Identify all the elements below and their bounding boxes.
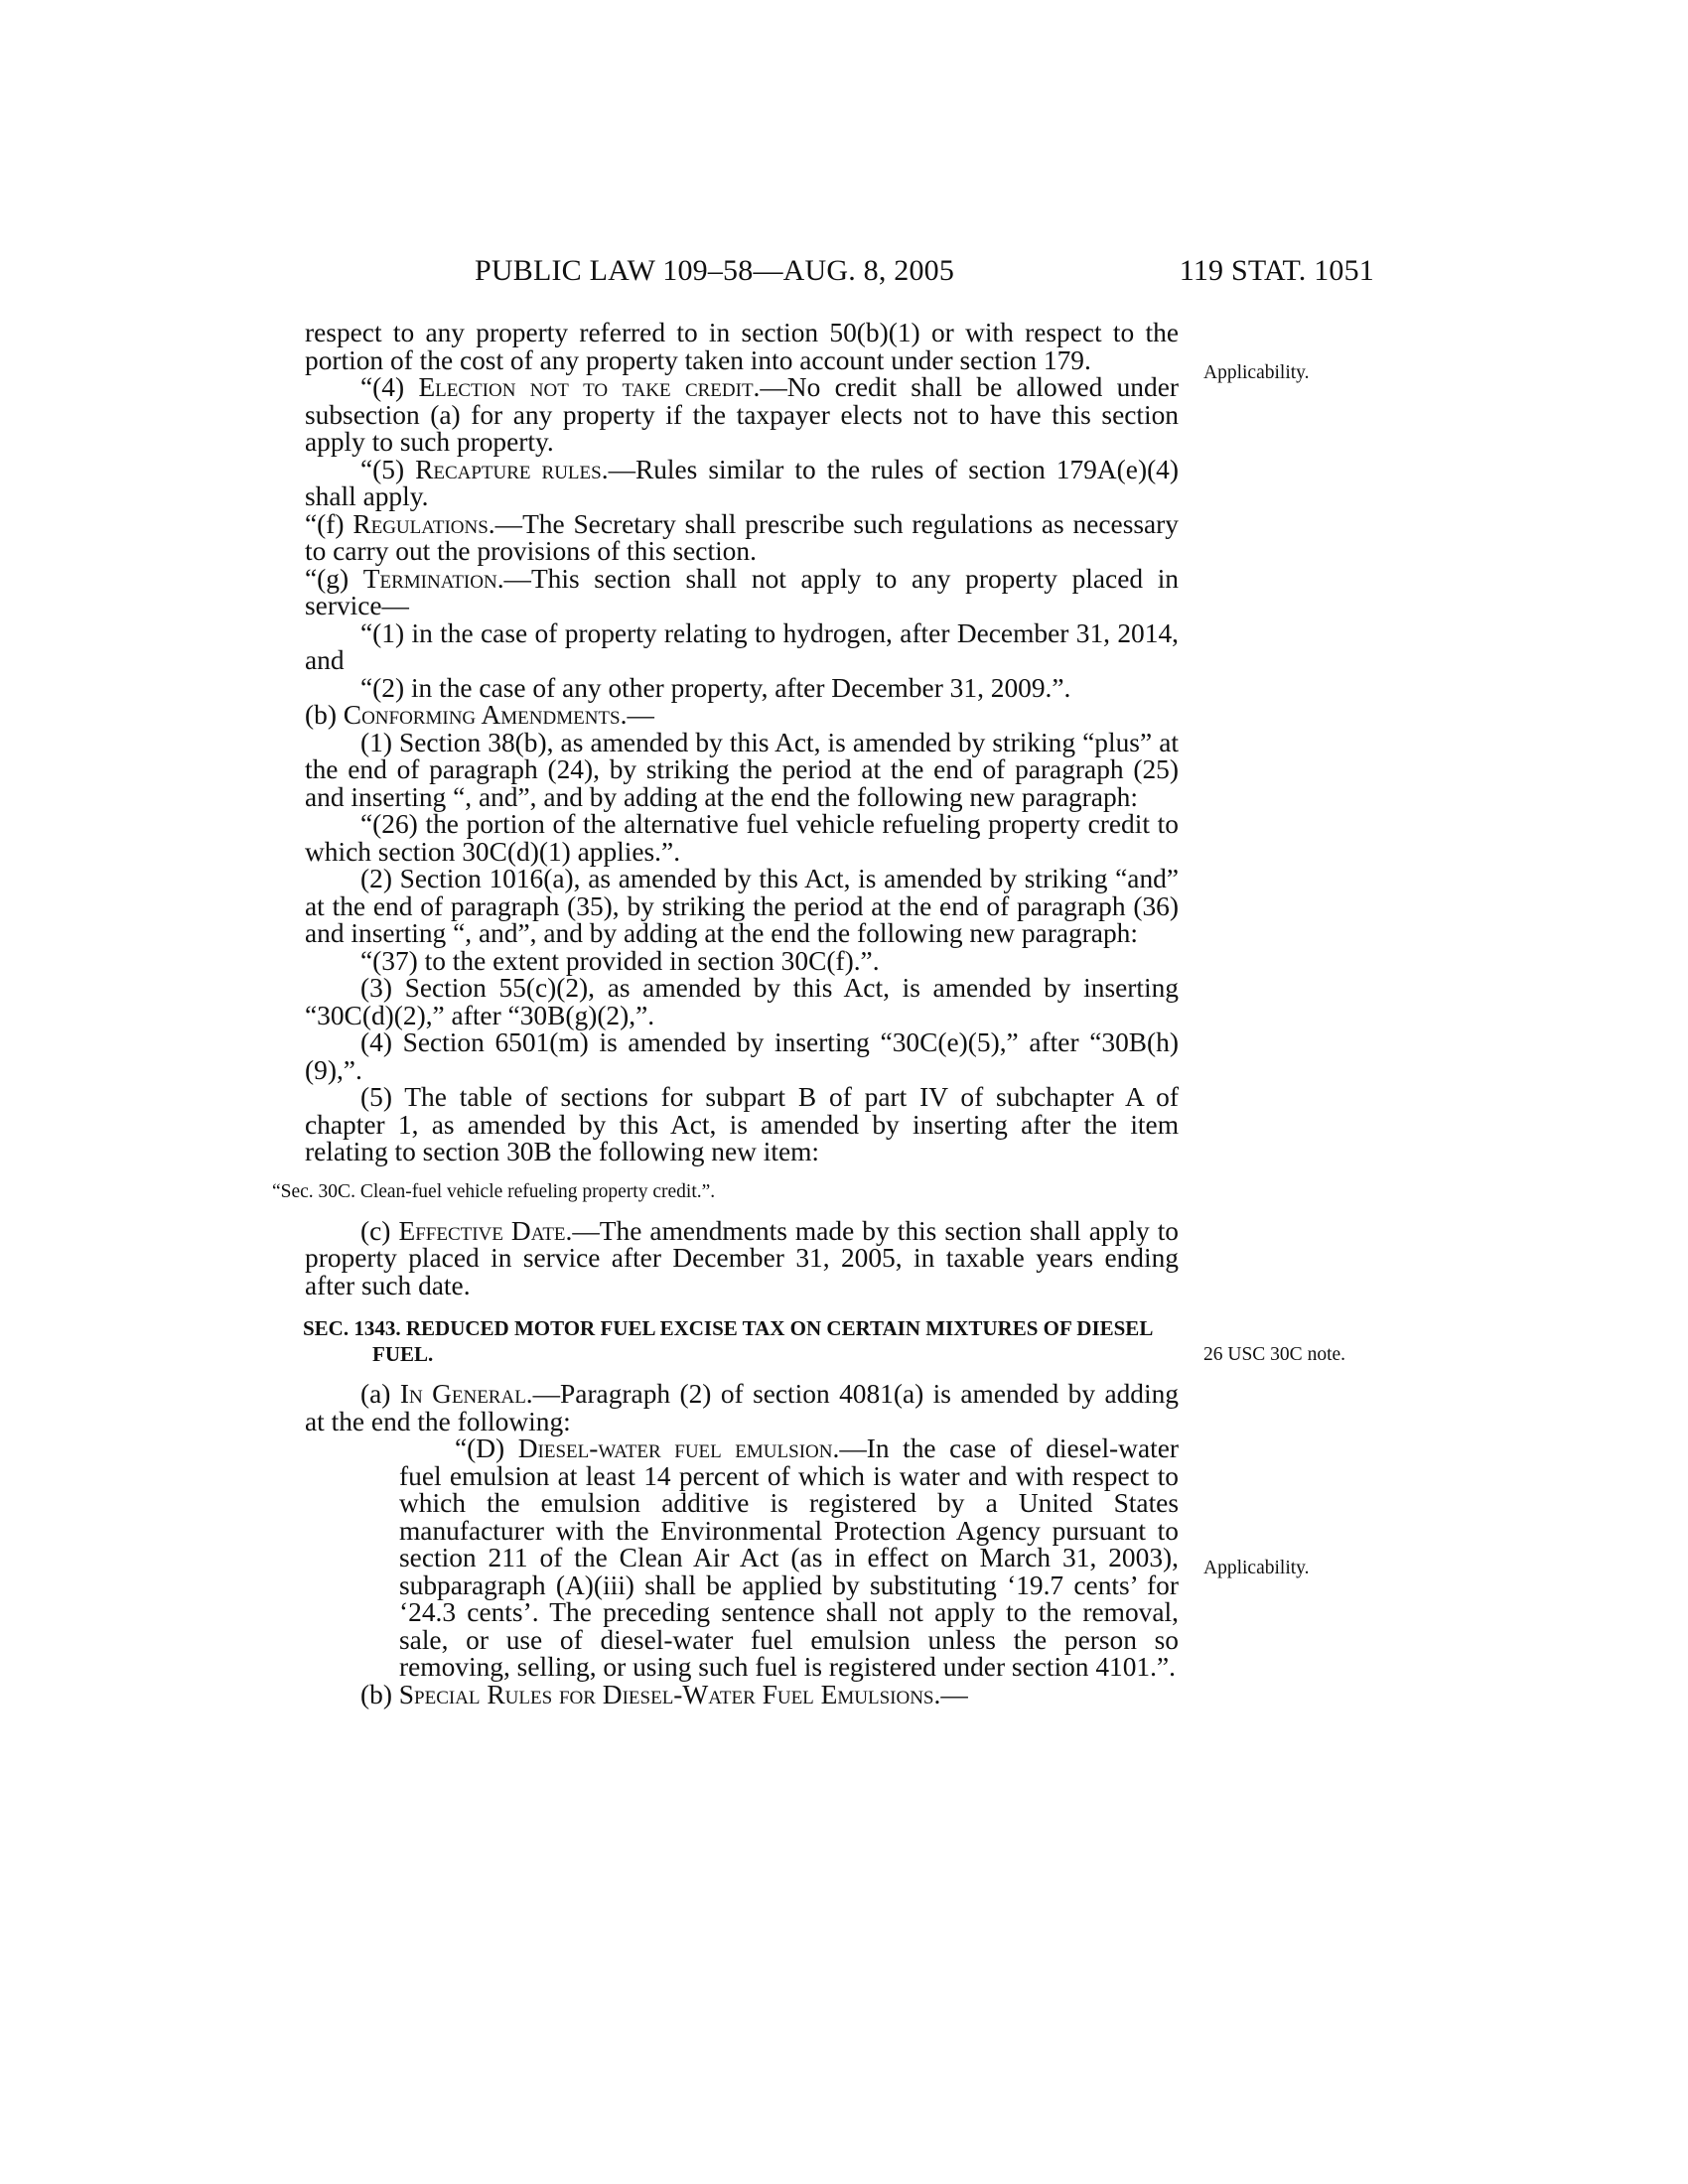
paragraph-b5: (5) The table of sections for subpart B of part IV of subchapter A of chapter 1, as amended by this Act, is amended by inserting after the item relating to section 30B the following new item: (305, 1082, 1179, 1166)
page-header (475, 254, 1374, 294)
statute-body (272, 318, 1180, 1709)
paragraph-g1: “(1) in the case of property relating to hydrogen, after December 31, 2014, and (305, 617, 1179, 675)
paragraph-e5-text: —Rules similar to the rules of section 179A(e)(4) shall apply. (305, 454, 1180, 511)
paragraph-e4-text: —No credit shall be allowed under subsection (a) for any property if the taxpayer elects not to have this section apply to such property. (305, 372, 1179, 457)
paragraph-b-prefix: (b) (305, 700, 344, 730)
paragraph-c-prefix: (c) (360, 1215, 399, 1246)
paragraph-d-heading: Diesel-water fuel emulsion. (517, 1433, 840, 1463)
margin-note-usc-citation: 26 USC 30C note. (1203, 1344, 1346, 1365)
paragraph-f-heading: Regulations. (352, 508, 495, 539)
paragraph-c-text: —The amendments made by this section shall apply to property placed in service after December 31, 2005, in taxable years ending after such date. (305, 1215, 1180, 1300)
margin-note-applicability-2: Applicability. (1203, 1558, 1310, 1578)
paragraph-b-heading: Conforming Amendments. (343, 700, 628, 730)
paragraph-g2: “(2) in the case of any other property, after December 31, 2009.”. (360, 672, 1071, 703)
paragraph-b4: (4) Section 6501(m) is amended by inserting “30C(e)(5),” after “30B(h)(9),”. (305, 1027, 1179, 1085)
paragraph-a-heading: In General. (399, 1379, 533, 1409)
section-heading: SEC. 1343. REDUCED MOTOR FUEL EXCISE TAX ON CERTAIN MIXTURES OF DIESEL FUEL. (303, 1316, 1153, 1366)
paragraph-f-prefix: “(f) (305, 508, 353, 539)
paragraph-d-prefix: “(D) (455, 1433, 518, 1463)
paragraph-f-text: —The Secretary shall prescribe such regulations as necessary to carry out the provisions of this section. (305, 508, 1179, 566)
paragraph-g-prefix: “(g) (305, 563, 363, 594)
paragraph-b-special-prefix: (b) (360, 1679, 399, 1709)
paragraph-a-prefix: (a) (360, 1379, 400, 1409)
paragraph-g-heading: Termination. (362, 563, 504, 594)
paragraph-b1-quote: “(26) the portion of the alternative fuel vehicle refueling property credit to which section 30C(d)(1) applies.”. (305, 809, 1179, 867)
paragraph-g (305, 563, 1179, 620)
paragraph-b-special-heading: Special Rules for Diesel-Water Fuel Emulsions. (398, 1679, 941, 1709)
paragraph-b-text: — (627, 700, 654, 730)
paragraph-e5-heading: Recapture rules. (415, 454, 609, 484)
paragraph-c (305, 1215, 1180, 1300)
paragraph-d-text: —In the case of diesel-water fuel emulsion at least 14 percent of which is water and with respect to which the emulsion additive is registered by a United States manufacturer with the Environmental Protection Agency pursuant to section 211 of the Clean Air Act (as in effect on March 31, 2003), subparagraph (A)(iii) shall be applied by substituting ‘19.7 cents’ for ‘24.3 cents’. The preceding sentence shall not apply to the removal, sale, or use of diesel-water fuel emulsion unless the person so removing, selling, or using such fuel is registered under section 4101.”. (399, 1433, 1180, 1682)
paragraph-e5 (305, 454, 1180, 511)
paragraph-e4-prefix: “(4) (360, 372, 419, 402)
paragraph-c-heading: Effective Date. (398, 1215, 573, 1246)
paragraph-b3: (3) Section 55(c)(2), as amended by this Act, is amended by inserting “30C(d)(2),” after “30B(g)(2),”. (305, 973, 1179, 1030)
table-of-sections-entry: “Sec. 30C. Clean-fuel vehicle refueling property credit.”. (272, 1180, 716, 1202)
paragraph-g-text: —This section shall not apply to any property placed in service— (305, 563, 1179, 620)
paragraph-e4-heading: Election not to take credit. (418, 372, 761, 402)
paragraph-b1: (1) Section 38(b), as amended by this Act, is amended by striking “plus” at the end of paragraph (24), by striking the period at the end of paragraph (25) and inserting “, and”, and by adding at the end the following new paragraph: (305, 727, 1179, 812)
paragraph-a (305, 1381, 1179, 1435)
paragraph-b (305, 702, 1179, 730)
paragraph-f (305, 508, 1179, 566)
paragraph-a-text: —Paragraph (2) of section 4081(a) is amended by adding at the end the following: (305, 1379, 1179, 1436)
paragraph-b2-quote: “(37) to the extent provided in section 30C(f).”. (360, 945, 880, 976)
running-head: PUBLIC LAW 109–58—AUG. 8, 2005 (475, 254, 955, 287)
statute-page-number: 119 STAT. 1051 (1179, 254, 1374, 287)
paragraph-d (305, 1435, 1179, 1682)
margin-note-applicability: Applicability. (1203, 362, 1310, 383)
paragraph-e4 (305, 374, 1179, 457)
paragraph-b-special (305, 1679, 1179, 1709)
paragraph-continuation: respect to any property referred to in section 50(b)(1) or with respect to the portion of the cost of any property taken into account under section 179. (305, 318, 1179, 375)
paragraph-b2: (2) Section 1016(a), as amended by this Act, is amended by striking “and” at the end of paragraph (35), by striking the period at the end of paragraph (36) and inserting “, and”, and by adding at the end the following new paragraph: (305, 864, 1179, 948)
paragraph-e5-prefix: “(5) (360, 454, 416, 484)
paragraph-b-special-text: — (940, 1679, 968, 1709)
